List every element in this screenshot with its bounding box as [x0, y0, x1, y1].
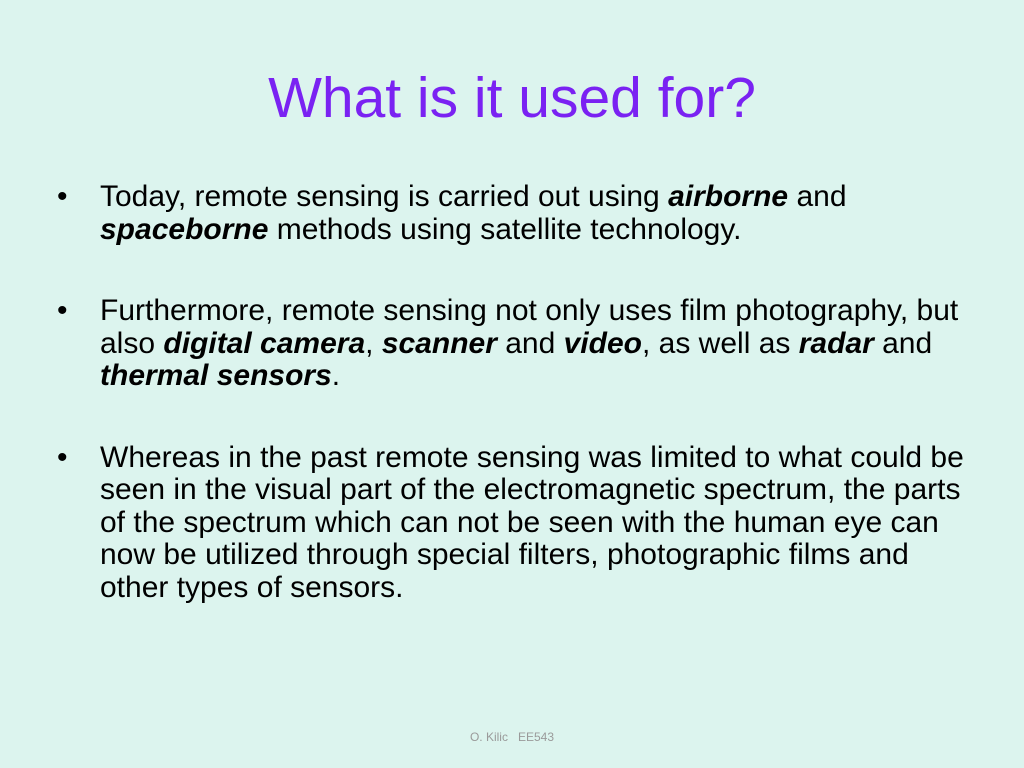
emphasized-term: airborne [668, 180, 789, 213]
slide-footer [0, 730, 1024, 744]
emphasized-term: video [563, 326, 642, 360]
bullet-item [57, 295, 977, 393]
emphasized-term: digital camera [163, 326, 366, 360]
emphasized-term: spaceborne [100, 212, 269, 246]
text-segment: Furthermore, remote sensing not only uses film photography, but also [100, 294, 959, 360]
emphasized-term: scanner [381, 326, 497, 360]
text-segment: Today, remote sensing is carried out using [100, 180, 669, 213]
bullet-marker: • [57, 440, 68, 474]
bullet-list [57, 181, 977, 653]
bullet-text [100, 180, 847, 246]
text-segment: and [873, 326, 933, 360]
text-segment: , [365, 326, 382, 360]
emphasized-term: thermal sensors [100, 359, 332, 392]
text-segment: and [496, 326, 564, 360]
text-segment: . [331, 359, 341, 392]
bullet-marker: • [57, 294, 68, 327]
text-segment: Whereas in the past remote sensing was limited to what could be seen in the visual part of the electromagnetic spectrum, the parts of the spectrum which can not be seen with the human eye can now be utilized through special filters, photographic films and other types of sensors. [100, 440, 964, 604]
footer-author: O. Kilic [469, 730, 508, 744]
emphasized-term: radar [798, 326, 874, 360]
footer-course: EE543 [517, 730, 555, 744]
bullet-text [100, 294, 958, 392]
text-segment: methods using satellite technology. [268, 212, 742, 246]
slide-title: What is it used for? [268, 66, 756, 130]
bullet-text [100, 441, 964, 604]
bullet-item [57, 181, 977, 246]
text-segment: and [788, 180, 847, 213]
bullet-item [57, 442, 977, 605]
text-segment: , as well as [641, 326, 799, 360]
bullet-marker: • [57, 180, 68, 213]
